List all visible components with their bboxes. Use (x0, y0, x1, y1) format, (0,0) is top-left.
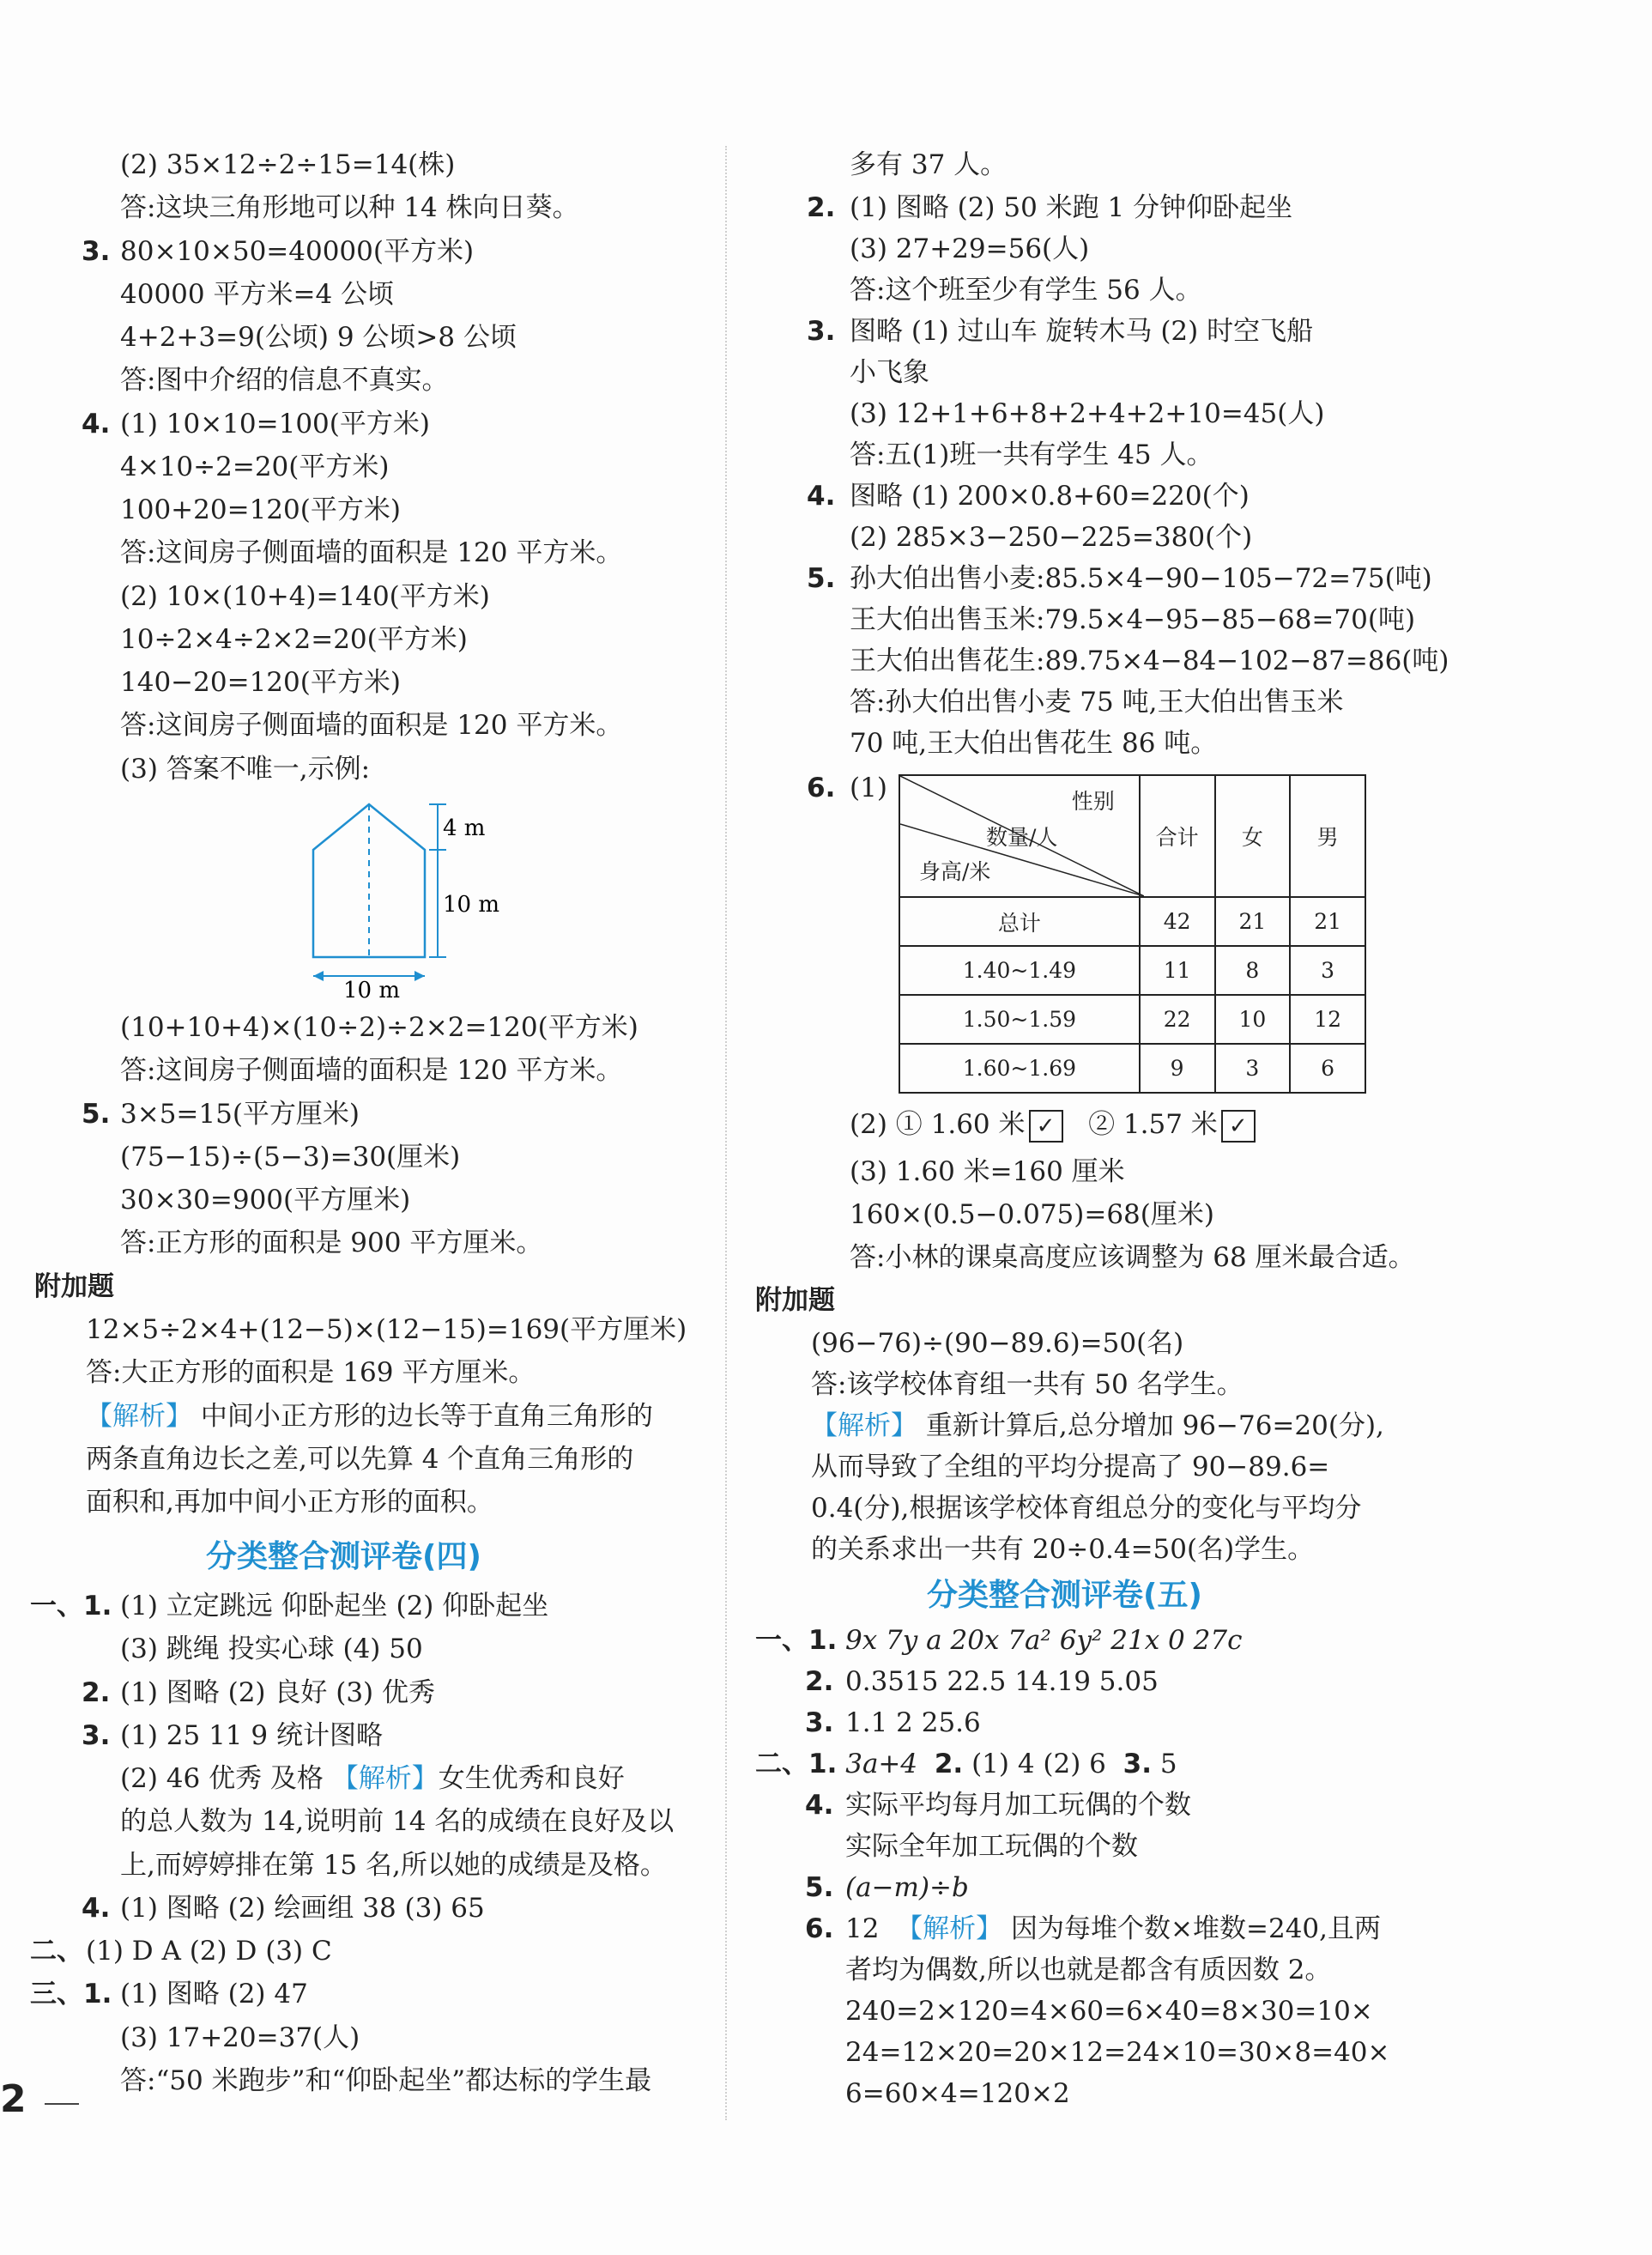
text-line: (3) 跳绳 投实心球 (4) 50 (120, 1634, 423, 1664)
analysis-line: (2) 46 优秀 及格 【解析】女生优秀和良好 (120, 1763, 625, 1794)
table-cell: 10 (1215, 995, 1291, 1044)
text-line: 王大伯出售花生:89.75×4−84−102−87=86(吨) (850, 646, 1449, 676)
analysis-line: 【解析】 中间小正方形的边长等于直角三角形的 (86, 1401, 653, 1432)
answer-line-checks: (2) ① 1.60 米 ✓ ② 1.57 米 ✓ (850, 1107, 1256, 1143)
question-number: 4. (805, 1790, 834, 1821)
analysis-line: 12 【解析】 因为每堆个数×堆数=240,且两 (845, 1913, 1382, 1944)
text-line: (1) (850, 773, 887, 803)
height-stats-table (899, 774, 1366, 1094)
text-line: 30×30=900(平方厘米) (120, 1185, 411, 1215)
text-line: (2) 35×12÷2÷15=14(株) (120, 149, 456, 180)
text-line: 的总人数为 14,说明前 14 名的成绩在良好及以 (120, 1806, 675, 1837)
text-line: 王大伯出售玉米:79.5×4−95−85−68=70(吨) (850, 604, 1416, 635)
text-line: (a−m)÷b (845, 1872, 969, 1903)
header-gender: 性别 (1071, 789, 1115, 814)
header-count: 数量/人 (986, 825, 1058, 850)
question-number: 5. (82, 1099, 111, 1130)
table-header-cell: 女 (1215, 775, 1291, 897)
table-cell: 21 (1290, 897, 1365, 946)
label-side-height: 10 m (443, 892, 500, 918)
table-cell: 1.60~1.69 (899, 1044, 1140, 1093)
table-cell: 9 (1140, 1044, 1215, 1093)
text-line: 240=2×120=4×60=6×40=8×30=10× (845, 1996, 1373, 2027)
text-line: 答:孙大伯出售小麦 75 吨,王大伯出售玉米 (850, 687, 1344, 718)
table-cell: 42 (1140, 897, 1215, 946)
question-number: 6. (807, 773, 836, 803)
text-line: 40000 平方米=4 公顷 (120, 279, 395, 310)
label-width: 10 m (343, 978, 401, 1000)
text-line: 多有 37 人。 (850, 149, 1008, 180)
page-number-rule (45, 2103, 79, 2105)
question-number: 6. (805, 1913, 834, 1944)
text-line: (3) 17+20=37(人) (120, 2022, 360, 2053)
text-line: 160×(0.5−0.075)=68(厘米) (850, 1199, 1214, 1230)
text-line: 140−20=120(平方米) (120, 667, 401, 698)
text-line: 小飞象 (850, 357, 929, 388)
table-header-cell: 合计 (1140, 775, 1215, 897)
question-number: 5. (805, 1872, 834, 1903)
text-line: 3×5=15(平方厘米) (120, 1099, 360, 1130)
text-line: (3) 12+1+6+8+2+4+2+10=45(人) (850, 398, 1325, 429)
text-line: 4+2+3=9(公顷) 9 公顷>8 公顷 (120, 322, 517, 353)
table-cell: 21 (1215, 897, 1291, 946)
text-line: 实际平均每月加工玩偶的个数 (845, 1790, 1191, 1821)
label-top-height: 4 m (443, 815, 486, 841)
question-number: 4. (82, 409, 111, 439)
text-line: 答:五(1)班一共有学生 45 人。 (850, 439, 1213, 470)
question-number: 三、1. (30, 1979, 112, 2009)
question-number: 一、1. (755, 1625, 838, 1656)
text-line: 图略 (1) 过山车 旋转木马 (2) 时空飞船 (850, 316, 1314, 347)
table-cell: 12 (1290, 995, 1365, 1044)
text-line: 的关系求出一共有 20÷0.4=50(名)学生。 (811, 1534, 1315, 1565)
header-height: 身高/米 (919, 859, 991, 884)
text-line: (2) 285×3−250−225=380(个) (850, 522, 1253, 553)
checkbox-1-60: ✓ (1029, 1110, 1063, 1143)
column-divider (725, 146, 727, 2120)
question-number: 3. (82, 236, 111, 267)
table-cell: 3 (1290, 946, 1365, 995)
table-cell: 总计 (899, 897, 1140, 946)
analysis-tag: 【解析】 (896, 1913, 1003, 1944)
question-number: 3. (82, 1720, 111, 1751)
text-line: 孙大伯出售小麦:85.5×4−90−105−72=75(吨) (850, 563, 1432, 594)
text-line: (1) 25 11 9 统计图略 (120, 1720, 383, 1751)
text-line: 6=60×4=120×2 (845, 2078, 1070, 2109)
question-number: 2. (805, 1666, 834, 1697)
table-cell: 11 (1140, 946, 1215, 995)
text-line: (10+10+4)×(10÷2)÷2×2=120(平方米) (120, 1012, 638, 1043)
text-line: (3) 1.60 米=160 厘米 (850, 1156, 1125, 1187)
table-header-cell: 男 (1290, 775, 1365, 897)
question-number: 2. (82, 1677, 111, 1708)
table-row (899, 946, 1365, 995)
analysis-tag: 【解析】 (811, 1410, 917, 1441)
text-line: (1) 图略 (2) 50 米跑 1 分钟仰卧起坐 (850, 192, 1293, 223)
house-wall-diagram (300, 794, 523, 1000)
question-number: 3. (807, 316, 836, 347)
text-line: 实际全年加工玩偶的个数 (845, 1831, 1138, 1862)
text-line: 答:图中介绍的信息不真实。 (120, 365, 449, 396)
text-line: (3) 答案不唯一,示例: (120, 754, 371, 785)
table-cell: 6 (1290, 1044, 1365, 1093)
text-line: 答:这间房子侧面墙的面积是 120 平方米。 (120, 710, 623, 741)
text-line: 从而导致了全组的平均分提高了 90−89.6= (811, 1452, 1330, 1482)
table-cell: 3 (1215, 1044, 1291, 1093)
text-line: (75−15)÷(5−3)=30(厘米) (120, 1142, 461, 1173)
text-line: 答:大正方形的面积是 169 平方厘米。 (86, 1357, 536, 1388)
analysis-tag: 【解析】 (331, 1763, 439, 1794)
text-line: 12×5÷2×4+(12−5)×(12−15)=169(平方厘米) (86, 1314, 687, 1345)
table-row (899, 1044, 1365, 1093)
text-line: 24=12×20=20×12=24×10=30×8=40× (845, 2037, 1390, 2068)
answer-line: 二、1. 3a+4 2. (1) 4 (2) 6 3. 5 (755, 1749, 1177, 1779)
text-line: (1) 图略 (2) 绘画组 38 (3) 65 (120, 1893, 485, 1924)
question-number: 4. (82, 1893, 111, 1924)
text-line: 者均为偶数,所以也就是都含有质因数 2。 (845, 1955, 1332, 1985)
text-line: 答:正方形的面积是 900 平方厘米。 (120, 1228, 543, 1258)
text-line: 4×10÷2=20(平方米) (120, 452, 390, 482)
text-line: 面积和,再加中间小正方形的面积。 (86, 1487, 493, 1518)
text-line: 10÷2×4÷2×2=20(平方米) (120, 624, 468, 655)
text-line: 1.1 2 25.6 (845, 1707, 981, 1738)
analysis-tag: 【解析】 (86, 1401, 192, 1432)
table-diagonal-header (899, 775, 1140, 897)
text-line: (2) 10×(10+4)=140(平方米) (120, 581, 490, 612)
extra-question-title: 附加题 (755, 1285, 835, 1316)
table-row (899, 897, 1365, 946)
text-line: (3) 27+29=56(人) (850, 233, 1090, 264)
text-line: (1) 图略 (2) 47 (120, 1979, 308, 2009)
text-line: 70 吨,王大伯出售花生 86 吨。 (850, 728, 1218, 759)
text-line: 答:这个班至少有学生 56 人。 (850, 275, 1202, 306)
text-line: 上,而婷婷排在第 15 名,所以她的成绩是及格。 (120, 1850, 667, 1881)
table-cell: 1.50~1.59 (899, 995, 1140, 1044)
analysis-line: 【解析】 重新计算后,总分增加 96−76=20(分), (811, 1410, 1384, 1441)
text-line: 9x 7y a 20x 7a² 6y² 21x 0 27c (845, 1625, 1243, 1656)
text-line: 100+20=120(平方米) (120, 494, 401, 525)
text-line: (96−76)÷(90−89.6)=50(名) (811, 1328, 1184, 1359)
table-cell: 22 (1140, 995, 1215, 1044)
section-title-5: 分类整合测评卷(五) (927, 1578, 1202, 1613)
text-line: 答:小林的课桌高度应该调整为 68 厘米最合适。 (850, 1242, 1415, 1273)
extra-question-title: 附加题 (34, 1271, 114, 1302)
text-line: 80×10×50=40000(平方米) (120, 236, 475, 267)
question-number: 一、1. (30, 1591, 112, 1622)
text-line: 答:“50 米跑步”和“仰卧起坐”都达标的学生最 (120, 2065, 652, 2096)
text-line: 0.4(分),根据该学校体育组总分的变化与平均分 (811, 1493, 1362, 1524)
question-number: 二、 (30, 1936, 83, 1967)
text-line: 0.3515 22.5 14.19 5.05 (845, 1666, 1159, 1697)
section-title-4: 分类整合测评卷(四) (206, 1539, 481, 1574)
checkbox-1-57: ✓ (1221, 1110, 1256, 1143)
text-line: 答:这块三角形地可以种 14 株向日葵。 (120, 192, 579, 223)
page-number: 2 (0, 2077, 27, 2121)
text-line: 答:这间房子侧面墙的面积是 120 平方米。 (120, 1055, 623, 1086)
text-line: 答:该学校体育组一共有 50 名学生。 (811, 1369, 1244, 1400)
table-cell: 1.40~1.49 (899, 946, 1140, 995)
question-number: 2. (807, 192, 836, 223)
text-line: 答:这间房子侧面墙的面积是 120 平方米。 (120, 537, 623, 568)
table-row (899, 995, 1365, 1044)
question-number: 5. (807, 563, 836, 594)
table-cell: 8 (1215, 946, 1291, 995)
question-number: 4. (807, 481, 836, 512)
question-number: 3. (805, 1707, 834, 1738)
text-line: (1) D A (2) D (3) C (86, 1936, 332, 1967)
text-line: 图略 (1) 200×0.8+60=220(个) (850, 481, 1250, 512)
text-line: (1) 10×10=100(平方米) (120, 409, 430, 439)
text-line: (1) 立定跳远 仰卧起坐 (2) 仰卧起坐 (120, 1591, 549, 1622)
text-line: (1) 图略 (2) 良好 (3) 优秀 (120, 1677, 436, 1708)
text-line: 两条直角边长之差,可以先算 4 个直角三角形的 (86, 1444, 634, 1475)
